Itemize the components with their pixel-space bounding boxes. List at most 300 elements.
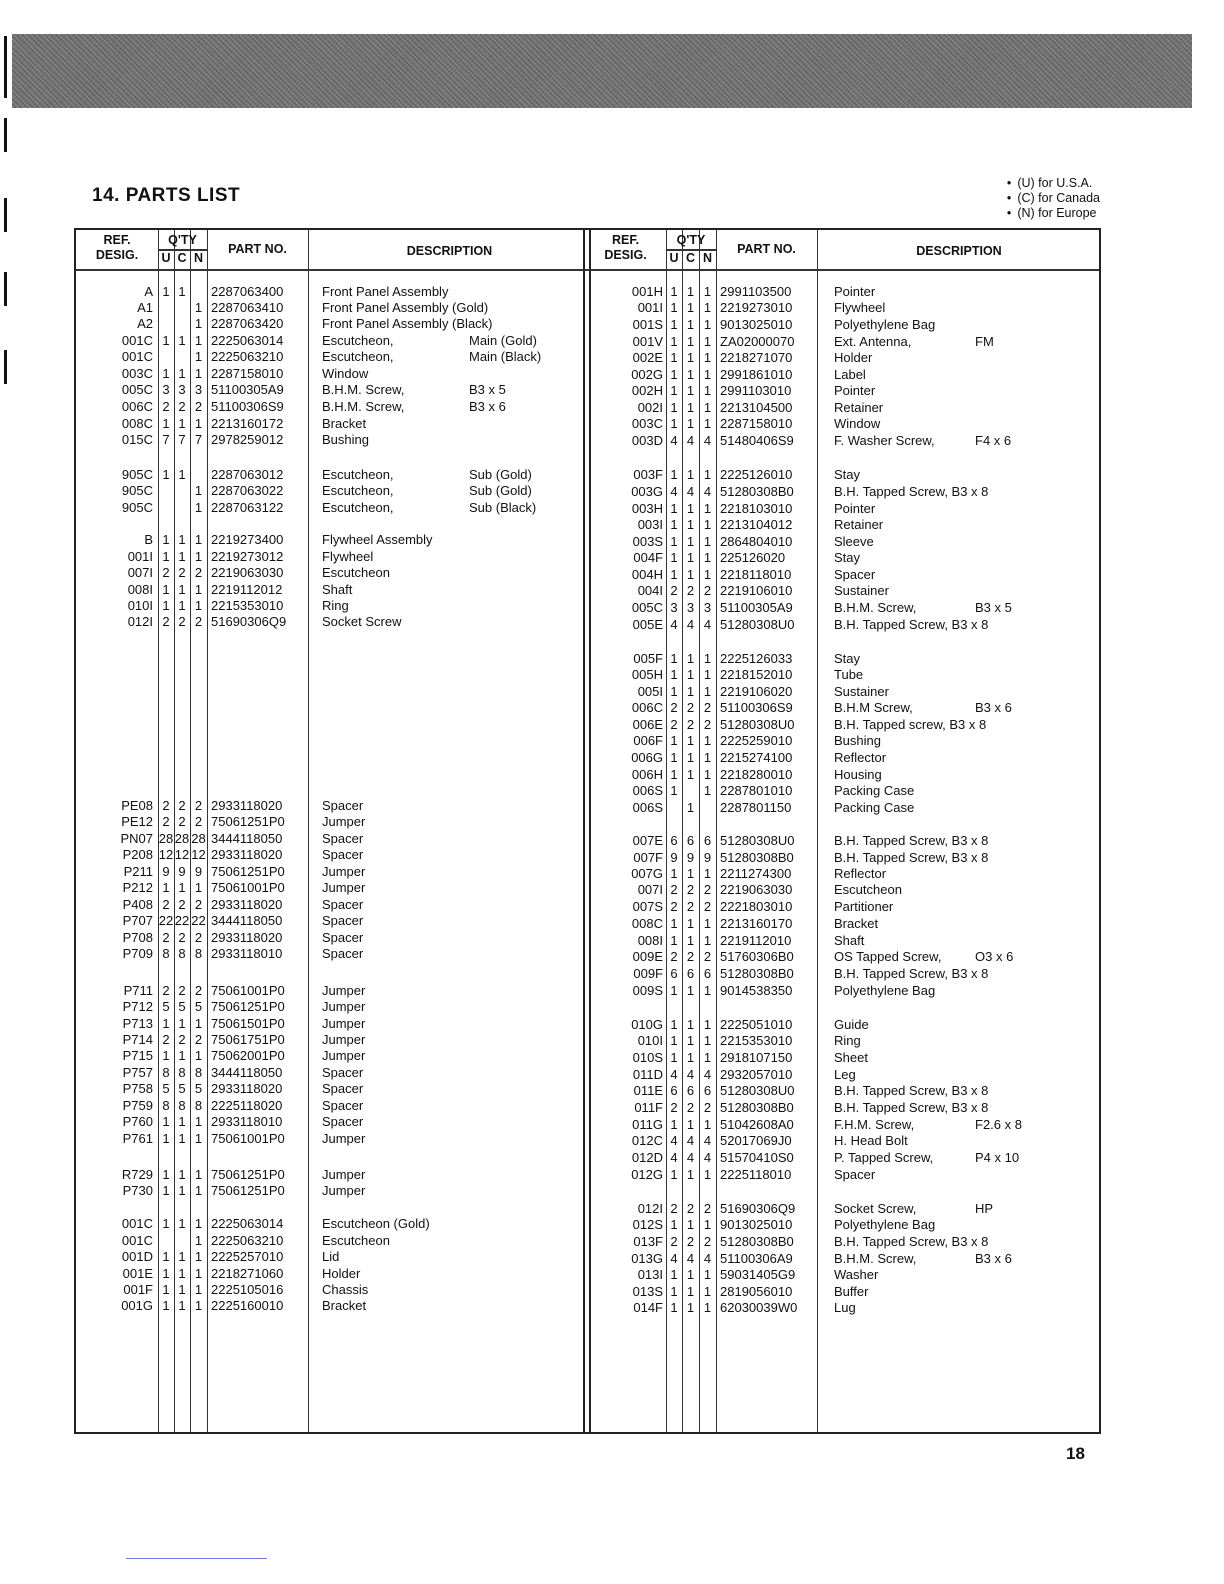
qty-canada-cell: 1 xyxy=(178,880,186,895)
description-cell: Spacer xyxy=(322,798,364,813)
margin-mark xyxy=(4,350,7,384)
table-row xyxy=(585,467,1099,483)
table-row xyxy=(76,1249,589,1265)
spec-cell: B3 x 6 xyxy=(469,399,506,414)
part-number-cell: 2219273010 xyxy=(720,300,793,315)
qty-usa-cell: 2 xyxy=(670,1234,678,1249)
qty-usa-cell: 1 xyxy=(670,1284,678,1299)
qty-canada-cell: 1 xyxy=(178,1114,186,1129)
qty-usa-cell: 1 xyxy=(162,467,170,482)
qty-usa-cell: 2 xyxy=(162,798,170,813)
qty-usa-cell: 1 xyxy=(670,916,678,931)
qty-europe-cell: 2 xyxy=(194,1032,203,1047)
qty-europe-cell: 1 xyxy=(703,1167,712,1182)
qty-usa-cell: 1 xyxy=(670,1017,678,1032)
qty-canada-cell: 1 xyxy=(686,750,695,765)
qty-usa-cell: 1 xyxy=(670,467,678,482)
table-row xyxy=(585,1083,1099,1099)
qty-europe-cell: 1 xyxy=(703,767,712,782)
qty-europe-cell: 1 xyxy=(703,550,712,565)
table-row xyxy=(76,582,589,598)
ref-desig-cell: P707 xyxy=(122,913,153,928)
qty-canada-cell: 4 xyxy=(686,1150,695,1165)
part-number-cell: 2287063400 xyxy=(211,284,284,299)
part-number-cell: 2225118010 xyxy=(720,1167,792,1182)
description-cell: Jumper xyxy=(322,999,366,1014)
part-number-cell: 75061251P0 xyxy=(211,1183,285,1198)
ref-desig-cell: 012D xyxy=(631,1150,663,1165)
table-row xyxy=(585,783,1099,799)
qty-europe-cell: 1 xyxy=(703,517,712,532)
ref-desig-cell: 002H xyxy=(631,383,663,398)
qty-usa-cell: 1 xyxy=(670,317,678,332)
ref-desig-cell: A1 xyxy=(137,300,153,315)
qty-canada-cell: 6 xyxy=(686,833,695,848)
qty-europe-cell: 1 xyxy=(194,316,203,331)
table-row xyxy=(585,416,1099,432)
table-row xyxy=(76,1048,589,1064)
qty-canada-cell: 4 xyxy=(686,1067,695,1082)
qty-canada-cell: 4 xyxy=(686,484,695,499)
qty-europe-cell: 1 xyxy=(703,1284,712,1299)
qty-usa-cell: 1 xyxy=(162,598,170,613)
qty-europe-cell: 2 xyxy=(703,583,712,598)
ref-desig-cell: 003C xyxy=(631,416,663,431)
table-row xyxy=(76,284,589,300)
part-number-cell: 2218118010 xyxy=(720,567,792,582)
part-number-cell: 2218271060 xyxy=(211,1266,284,1281)
part-number-cell: 2219112010 xyxy=(720,933,792,948)
qty-europe-cell: 8 xyxy=(194,1098,203,1113)
description-cell: Holder xyxy=(322,1266,361,1281)
part-number-cell: 51690306Q9 xyxy=(720,1201,796,1216)
table-row xyxy=(585,1217,1099,1233)
description-cell: Guide xyxy=(834,1017,869,1032)
qty-canada-cell: 2 xyxy=(178,930,186,945)
ref-desig-cell: 006E xyxy=(632,717,663,732)
table-row xyxy=(76,1282,589,1298)
qty-europe-cell: 9 xyxy=(194,864,203,879)
qty-canada-cell: 1 xyxy=(686,383,695,398)
description-cell: Bracket xyxy=(322,1298,367,1313)
ref-desig-cell: P208 xyxy=(122,847,153,862)
ref-desig-cell: 011E xyxy=(633,1083,663,1098)
description-cell: Escutcheon xyxy=(322,1233,390,1248)
table-row xyxy=(585,750,1099,766)
ref-desig-cell: P757 xyxy=(122,1065,153,1080)
qty-usa-cell: 1 xyxy=(670,1117,678,1132)
part-number-cell: 2933118020 xyxy=(211,1081,283,1096)
qty-usa-cell: 1 xyxy=(670,783,678,798)
qty-usa-cell: 1 xyxy=(670,667,678,682)
spec-cell: Main (Black) xyxy=(469,349,542,364)
qty-usa-cell: 6 xyxy=(670,833,678,848)
qty-europe-cell: 2 xyxy=(703,1100,712,1115)
qty-canada-cell: 1 xyxy=(686,983,695,998)
description-cell: Spacer xyxy=(322,847,364,862)
ref-desig-cell: 007E xyxy=(632,833,663,848)
table-row xyxy=(585,733,1099,749)
ref-desig-cell: 010S xyxy=(632,1050,663,1065)
qty-canada-cell: 2 xyxy=(178,814,186,829)
qty-canada-cell: 8 xyxy=(178,946,186,961)
part-number-cell: 2219273400 xyxy=(211,532,284,547)
part-number-cell: 3444118050 xyxy=(211,831,283,846)
ref-desig-cell: 001C xyxy=(121,1233,153,1248)
table-row xyxy=(76,333,589,349)
part-number-cell: 51280308B0 xyxy=(720,1234,794,1249)
description-cell: Spacer xyxy=(834,567,876,582)
qty-europe-cell: 4 xyxy=(703,1067,712,1082)
ref-desig-cell: 007I xyxy=(637,882,663,897)
description-cell: Pointer xyxy=(834,383,876,398)
ref-desig-cell: 010G xyxy=(631,1017,663,1032)
qty-europe-cell: 12 xyxy=(191,847,206,862)
table-row xyxy=(585,583,1099,599)
qty-europe-cell: 1 xyxy=(703,750,712,765)
qty-canada-cell: 1 xyxy=(178,284,186,299)
qty-canada-cell: 7 xyxy=(178,432,186,447)
qty-canada-cell: 1 xyxy=(178,1016,186,1031)
qty-canada-cell: 3 xyxy=(178,382,186,397)
ref-desig-cell: 014F xyxy=(633,1300,663,1315)
part-number-cell: 2864804010 xyxy=(720,534,793,549)
qty-europe-cell: 2 xyxy=(703,700,712,715)
table-row xyxy=(76,316,589,332)
description-cell: Shaft xyxy=(322,582,353,597)
qty-canada-cell: 1 xyxy=(686,667,695,682)
description-cell: Flywheel xyxy=(834,300,886,315)
part-number-cell: 2287158010 xyxy=(211,366,284,381)
qty-europe-cell: 1 xyxy=(194,300,203,315)
table-row xyxy=(76,1298,589,1314)
qty-usa-cell: 1 xyxy=(670,1033,678,1048)
qty-canada-cell: 1 xyxy=(686,1050,695,1065)
qty-usa-cell: 1 xyxy=(162,1298,170,1313)
page-title: 14. PARTS LIST xyxy=(92,185,241,206)
qty-canada-cell: 1 xyxy=(686,651,695,666)
part-number-cell: 2225063014 xyxy=(211,333,284,348)
qty-europe-cell: 1 xyxy=(703,334,712,349)
table-row xyxy=(585,1150,1099,1166)
table-row xyxy=(76,913,589,929)
ref-desig-cell: P212 xyxy=(122,880,153,895)
description-cell: Jumper xyxy=(322,864,366,879)
part-number-cell: 2933118020 xyxy=(211,798,283,813)
qty-usa-cell: 1 xyxy=(162,582,170,597)
qty-europe-cell: 7 xyxy=(194,432,203,447)
qty-usa-cell: 4 xyxy=(670,1251,678,1266)
description-cell: Bracket xyxy=(322,416,367,431)
ref-desig-cell: 007G xyxy=(631,866,663,881)
qty-canada-cell: 4 xyxy=(686,1251,695,1266)
qty-europe-cell: 1 xyxy=(194,1167,203,1182)
table-row xyxy=(76,814,589,830)
ref-desig-cell: PE08 xyxy=(121,798,153,813)
part-number-cell: 2918107150 xyxy=(720,1050,793,1065)
qty-canada-cell: 1 xyxy=(686,800,695,815)
part-number-cell: 51480406S9 xyxy=(720,433,794,448)
spec-cell: Main (Gold) xyxy=(469,333,537,348)
table-row xyxy=(585,949,1099,965)
part-number-cell: 2218271070 xyxy=(720,350,793,365)
table-row xyxy=(585,1284,1099,1300)
qty-usa-cell: 6 xyxy=(670,1083,678,1098)
description-cell: Bushing xyxy=(834,733,881,748)
col-header-part-no: PART NO. xyxy=(228,242,287,256)
ref-desig-cell: 011D xyxy=(632,1067,663,1082)
qty-usa-cell: 1 xyxy=(670,501,678,516)
qty-europe-cell: 1 xyxy=(194,598,203,613)
qty-usa-cell: 3 xyxy=(162,382,170,397)
table-row xyxy=(76,1167,589,1183)
qty-canada-cell: 1 xyxy=(178,532,186,547)
ref-desig-cell: 008I xyxy=(637,933,663,948)
table-row xyxy=(585,433,1099,449)
part-number-cell: 9013025010 xyxy=(720,317,793,332)
qty-usa-cell: 1 xyxy=(162,1131,170,1146)
margin-mark xyxy=(4,272,7,306)
qty-usa-cell: 1 xyxy=(162,366,170,381)
description-cell: Escutcheon, xyxy=(322,483,394,498)
part-number-cell: 2219063030 xyxy=(211,565,284,580)
description-cell: Socket Screw xyxy=(322,614,402,629)
part-number-cell: 51280308U0 xyxy=(720,1083,795,1098)
qty-europe-cell: 22 xyxy=(191,913,206,928)
qty-europe-cell: 1 xyxy=(703,983,712,998)
ref-desig-cell: 013F xyxy=(633,1234,663,1249)
table-row xyxy=(76,1216,589,1232)
description-cell: Spacer xyxy=(322,930,364,945)
table-row xyxy=(76,930,589,946)
qty-usa-cell: 2 xyxy=(670,1201,678,1216)
table-row xyxy=(76,1016,589,1032)
qty-usa-cell: 4 xyxy=(670,484,678,499)
ref-desig-cell: 001I xyxy=(637,300,663,315)
qty-usa-cell: 1 xyxy=(162,1216,170,1231)
qty-usa-cell: 28 xyxy=(158,831,174,846)
description-cell: Ext. Antenna, xyxy=(834,334,912,349)
part-number-cell: 2218152010 xyxy=(720,667,793,682)
description-cell: B.H. Tapped Screw, B3 x 8 xyxy=(834,484,989,499)
ref-desig-cell: B xyxy=(144,532,153,547)
description-cell: Tube xyxy=(834,667,864,682)
qty-europe-cell: 2 xyxy=(194,399,203,414)
table-row xyxy=(585,284,1099,300)
ref-desig-cell: 012S xyxy=(632,1217,663,1232)
qty-europe-cell: 1 xyxy=(703,467,712,482)
qty-canada-cell: 2 xyxy=(178,798,186,813)
part-number-cell: 2218280010 xyxy=(720,767,793,782)
qty-usa-cell: 1 xyxy=(670,550,678,565)
ref-desig-cell: 012C xyxy=(631,1133,663,1148)
qty-usa-cell: 1 xyxy=(162,1114,170,1129)
table-row xyxy=(76,483,589,499)
spec-cell: B3 x 6 xyxy=(975,700,1012,715)
part-number-cell: 2933118020 xyxy=(211,897,283,912)
description-cell: F. Washer Screw, xyxy=(834,433,935,448)
qty-usa-cell: 5 xyxy=(162,999,170,1014)
description-cell: Retainer xyxy=(834,400,884,415)
qty-europe-cell: 1 xyxy=(194,1016,203,1031)
qty-usa-cell: 22 xyxy=(158,913,174,928)
ref-desig-cell: 001V xyxy=(632,334,663,349)
qty-canada-cell: 12 xyxy=(174,847,190,862)
part-number-cell: 9013025010 xyxy=(720,1217,793,1232)
part-number-cell: 2213104500 xyxy=(720,400,793,415)
table-row xyxy=(585,484,1099,500)
qty-europe-cell: 1 xyxy=(194,1048,203,1063)
table-row xyxy=(76,366,589,382)
qty-canada-cell: 2 xyxy=(178,983,186,998)
qty-usa-cell: 1 xyxy=(670,517,678,532)
description-cell: Stay xyxy=(834,467,861,482)
table-row xyxy=(585,684,1099,700)
qty-europe-cell: 1 xyxy=(703,383,712,398)
description-cell: P. Tapped Screw, xyxy=(834,1150,934,1165)
description-cell: Spacer xyxy=(834,1167,876,1182)
table-row xyxy=(76,946,589,962)
col-header-description: DESCRIPTION xyxy=(406,244,493,258)
part-number-cell: 2287801010 xyxy=(720,783,793,798)
ref-desig-cell: 001I xyxy=(127,549,153,564)
qty-canada-cell: 5 xyxy=(178,999,186,1014)
qty-usa-cell: 1 xyxy=(670,1217,678,1232)
qty-europe-cell: 28 xyxy=(191,831,206,846)
table-row xyxy=(585,1100,1099,1116)
qty-europe-cell: 2 xyxy=(703,1234,712,1249)
ref-desig-cell: 001E xyxy=(122,1266,153,1281)
table-row xyxy=(76,1114,589,1130)
description-cell: B.H. Tapped Screw, B3 x 8 xyxy=(834,850,989,865)
description-cell: Spacer xyxy=(322,897,364,912)
qty-europe-cell: 1 xyxy=(194,532,203,547)
qty-europe-cell: 1 xyxy=(194,880,203,895)
description-cell: Polyethylene Bag xyxy=(834,317,936,332)
table-row xyxy=(76,1233,589,1249)
description-cell: Packing Case xyxy=(834,800,915,815)
qty-europe-cell: 2 xyxy=(194,897,203,912)
ref-desig-cell: P708 xyxy=(122,930,153,945)
description-cell: Jumper xyxy=(322,1016,366,1031)
table-row xyxy=(585,350,1099,366)
ref-desig-cell: 006H xyxy=(631,767,663,782)
qty-usa-cell: 1 xyxy=(162,1183,170,1198)
ref-desig-cell: P714 xyxy=(122,1032,153,1047)
table-row xyxy=(585,317,1099,333)
description-cell: B.H.M. Screw, xyxy=(834,1251,917,1266)
part-number-cell: 2287063420 xyxy=(211,316,284,331)
spec-cell: FM xyxy=(975,334,994,349)
qty-canada-cell: 1 xyxy=(686,284,695,299)
qty-canada-cell: 6 xyxy=(686,966,695,981)
qty-europe-cell: 1 xyxy=(194,333,203,348)
description-cell: Shaft xyxy=(834,933,865,948)
qty-canada-cell: 1 xyxy=(686,1033,695,1048)
part-number-cell: 9014538350 xyxy=(720,983,793,998)
description-cell: OS Tapped Screw, xyxy=(834,949,942,964)
description-cell: F.H.M. Screw, xyxy=(834,1117,915,1132)
qty-usa-cell: 1 xyxy=(670,416,678,431)
part-number-cell: 2225259010 xyxy=(720,733,793,748)
table-row xyxy=(585,800,1099,816)
ref-desig-cell: 010I xyxy=(637,1033,663,1048)
spec-cell: HP xyxy=(975,1201,994,1216)
part-number-cell: 75061501P0 xyxy=(211,1016,285,1031)
qty-europe-cell: 1 xyxy=(194,1183,203,1198)
table-row xyxy=(76,1131,589,1147)
qty-canada-cell: 22 xyxy=(174,913,190,928)
qty-canada-cell: 2 xyxy=(178,1032,186,1047)
part-number-cell: 2225051010 xyxy=(720,1017,793,1032)
table-row xyxy=(76,880,589,896)
part-number-cell: 2215274100 xyxy=(720,750,793,765)
part-number-cell: 75061001P0 xyxy=(211,880,285,895)
part-number-cell: 51100306S9 xyxy=(720,700,793,715)
qty-usa-cell: 1 xyxy=(162,416,170,431)
description-cell: Stay xyxy=(834,651,861,666)
part-number-cell: 51280308B0 xyxy=(720,484,794,499)
qty-usa-cell: 8 xyxy=(162,1098,170,1113)
part-number-cell: 62030039W0 xyxy=(720,1300,798,1315)
qty-europe-cell: 1 xyxy=(194,416,203,431)
table-row xyxy=(585,300,1099,316)
spec-cell: P4 x 10 xyxy=(975,1150,1020,1165)
qty-usa-cell: 1 xyxy=(670,1300,678,1315)
qty-usa-cell: 2 xyxy=(162,983,170,998)
table-row xyxy=(585,400,1099,416)
qty-usa-cell: 1 xyxy=(162,284,170,299)
legend-item: • (C) for Canada xyxy=(1007,191,1100,206)
qty-canada-cell: 9 xyxy=(178,864,186,879)
qty-usa-cell: 9 xyxy=(670,850,678,865)
ref-desig-cell: 005F xyxy=(633,651,663,666)
qty-canada-cell: 2 xyxy=(686,700,695,715)
part-number-cell: 2933118010 xyxy=(211,1114,283,1129)
description-cell: Jumper xyxy=(322,1032,366,1047)
qty-usa-cell: 2 xyxy=(670,717,678,732)
qty-europe-cell: 8 xyxy=(194,946,203,961)
table-row xyxy=(585,1167,1099,1183)
part-number-cell: 51570410S0 xyxy=(720,1150,794,1165)
header-band xyxy=(12,34,1192,108)
qty-europe-cell: 6 xyxy=(703,966,712,981)
part-number-cell: 2213160172 xyxy=(211,416,284,431)
table-row xyxy=(76,897,589,913)
ref-desig-cell: 003S xyxy=(632,534,663,549)
ref-desig-cell: 006G xyxy=(631,750,663,765)
description-cell: Lid xyxy=(322,1249,340,1264)
description-cell: B.H.M. Screw, xyxy=(834,600,917,615)
ref-desig-cell: 008C xyxy=(121,416,153,431)
col-header-u: U xyxy=(669,251,679,265)
margin-mark xyxy=(4,198,7,232)
spec-cell: B3 x 5 xyxy=(469,382,506,397)
qty-europe-cell: 1 xyxy=(703,1033,712,1048)
ref-desig-cell: 003I xyxy=(637,517,663,532)
description-cell: Ring xyxy=(322,598,349,613)
part-number-cell: 51100306S9 xyxy=(211,399,284,414)
part-number-cell: 3444118050 xyxy=(211,913,283,928)
qty-usa-cell: 1 xyxy=(670,284,678,299)
qty-usa-cell: 1 xyxy=(670,383,678,398)
part-number-cell: 51280308U0 xyxy=(720,617,795,632)
qty-canada-cell: 1 xyxy=(686,767,695,782)
qty-usa-cell: 1 xyxy=(162,333,170,348)
ref-desig-cell: 005H xyxy=(631,667,663,682)
ref-desig-cell: 005I xyxy=(637,684,663,699)
qty-usa-cell: 1 xyxy=(670,933,678,948)
